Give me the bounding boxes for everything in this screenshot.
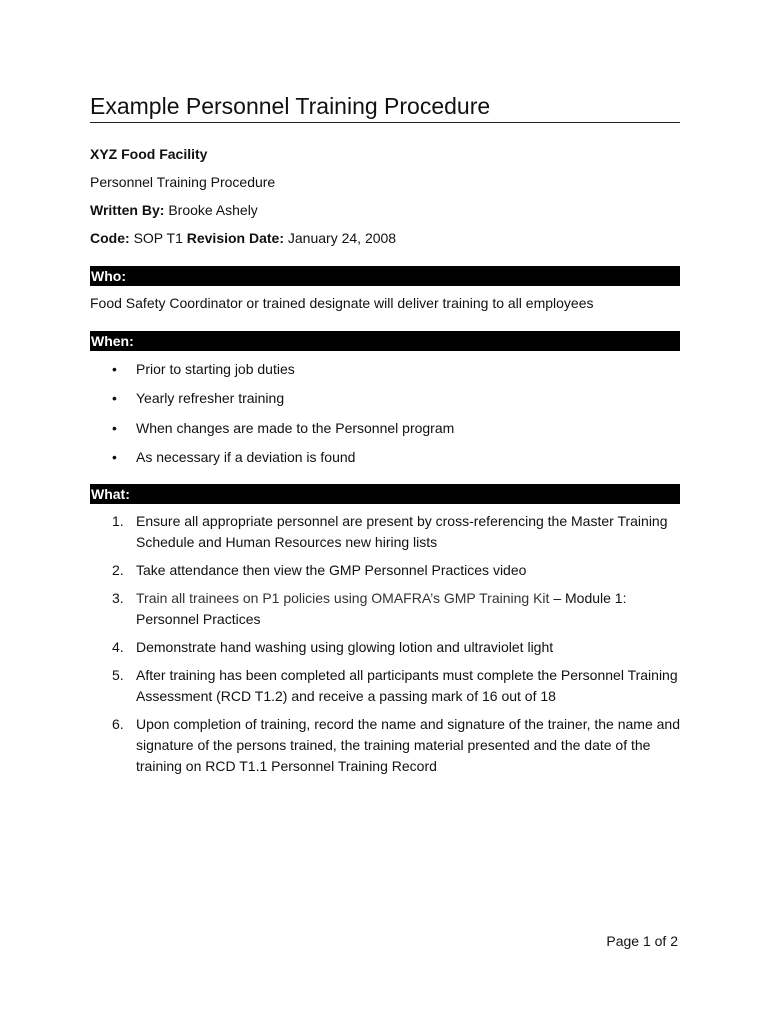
list-item: 2. Take attendance then view the GMP Personnel Practices video: [112, 562, 527, 578]
revision-date-value: January 24, 2008: [287, 230, 397, 246]
procedure-name: Personnel Training Procedure: [90, 174, 276, 190]
list-item: • Yearly refresher training: [90, 387, 680, 416]
list-item: 6. Upon completion of training, record the name and signature of the trainer, the name and signature of the persons trained, the training material presented and the date of the training on RCD T1.1 Personnel Training Record: [112, 716, 681, 774]
document-page: [90, 0, 680, 1024]
who-section-heading: Who:: [90, 266, 680, 286]
code-revision-line: [90, 227, 680, 255]
bullet-icon: •: [112, 390, 117, 407]
list-item: 4. Demonstrate hand washing using glowing lotion and ultraviolet light: [112, 639, 554, 655]
revision-label: Revision Date:: [186, 230, 284, 246]
facility-name: XYZ Food Facility: [90, 146, 208, 162]
list-item: • Prior to starting job duties: [90, 358, 680, 387]
document-meta: [90, 143, 680, 255]
list-item: • When changes are made to the Personnel program: [90, 417, 680, 446]
bullet-icon: •: [112, 419, 117, 436]
list-item: 3. Train all trainees on P1 policies using OMAFRA’s GMP Training Kit – Module 1: Personnel Practices: [112, 590, 627, 627]
document-title: Example Personnel Training Procedure: [90, 92, 680, 123]
what-section-heading: What:: [90, 484, 680, 504]
code-label: Code:: [90, 230, 130, 246]
who-section-text: Food Safety Coordinator or trained designate will deliver training to all employees: [90, 295, 594, 311]
when-list: [90, 358, 680, 475]
written-by-line: [90, 199, 680, 227]
code-value: SOP T1: [133, 230, 183, 246]
what-steps-list: [90, 511, 680, 784]
bullet-icon: •: [112, 361, 117, 377]
list-item: 1. Ensure all appropriate personnel are present by cross-referencing the Master Training Schedule and Human Resources new hiring lists: [112, 513, 668, 550]
page-number: Page 1 of 2: [606, 933, 678, 949]
when-section-heading: When:: [90, 331, 680, 351]
list-item: • As necessary if a deviation is found: [90, 446, 680, 475]
written-by-label: Written By:: [90, 202, 165, 218]
list-item: 5. After training has been completed all participants must complete the Personnel Training Assessment (RCD T1.2) and receive a passing mark of 16 out of 18: [112, 667, 678, 704]
written-by-value: Brooke Ashely: [168, 202, 258, 218]
bullet-icon: •: [112, 448, 117, 465]
